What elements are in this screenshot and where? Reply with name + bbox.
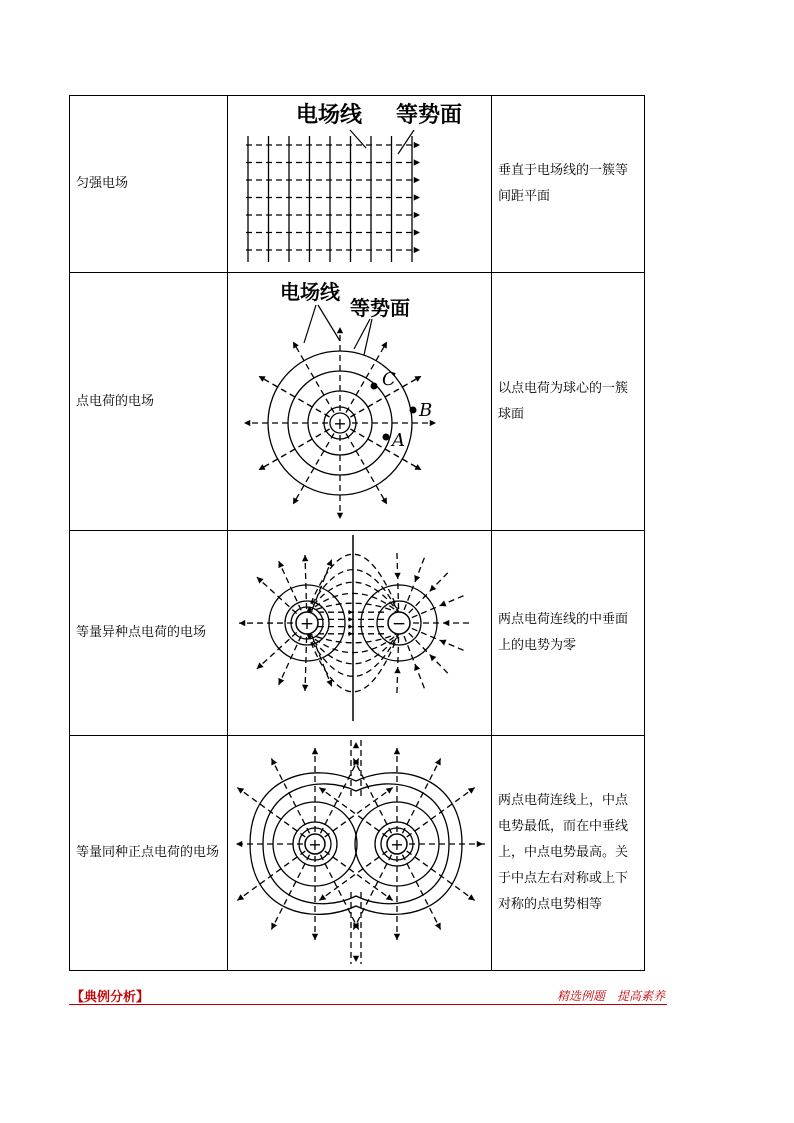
row-description: 两点电荷连线的中垂面上的电势为零 — [492, 531, 645, 736]
field-line-label: 电场线 — [280, 280, 340, 304]
point-charge-figure — [228, 273, 491, 530]
table-row — [70, 531, 645, 736]
positive-sign-left: + — [308, 835, 322, 854]
equipotential-label: 等势面 — [396, 102, 463, 128]
like-charges-figure — [228, 736, 491, 970]
negative-sign: − — [391, 614, 407, 634]
figure-cell — [228, 273, 492, 531]
row-name: 等量同种正点电荷的电场 — [70, 736, 228, 971]
section-footer — [69, 986, 667, 1005]
row-description: 以点电荷为球心的一簇球面 — [492, 273, 645, 531]
figure-cell — [228, 531, 492, 736]
row-name: 等量异种点电荷的电场 — [70, 531, 228, 736]
opposite-charges-figure — [228, 531, 491, 735]
table-row — [70, 736, 645, 971]
positive-sign-right: + — [390, 835, 404, 854]
point-a-dot — [383, 434, 390, 441]
positive-sign: + — [299, 614, 315, 634]
row-name: 匀强电场 — [70, 96, 228, 273]
table-row — [70, 273, 645, 531]
point-c-label: C — [382, 369, 396, 390]
uniform-field-figure — [228, 96, 491, 272]
equipotential-label: 等势面 — [350, 296, 410, 320]
point-b-label: B — [419, 400, 433, 421]
figure-cell — [228, 736, 492, 971]
row-description: 垂直于电场线的一簇等间距平面 — [492, 96, 645, 273]
point-b-dot — [410, 407, 417, 414]
point-c-dot — [371, 383, 378, 390]
table-row — [70, 96, 645, 273]
field-line-label: 电场线 — [296, 102, 363, 128]
section-heading: 【典例分析】 — [71, 990, 150, 1005]
section-slogan: 精选例题 提高素养 — [556, 989, 665, 1003]
field-table — [69, 95, 645, 971]
row-description: 两点电荷连线上，中点电势最低，而在中垂线上，中点电势最高。关于中点左右对称或上下对称的点电势相等 — [492, 736, 645, 971]
point-a-label: A — [392, 430, 405, 451]
row-name: 点电荷的电场 — [70, 273, 228, 531]
charge-sign: + — [333, 414, 347, 433]
figure-cell — [228, 96, 492, 273]
